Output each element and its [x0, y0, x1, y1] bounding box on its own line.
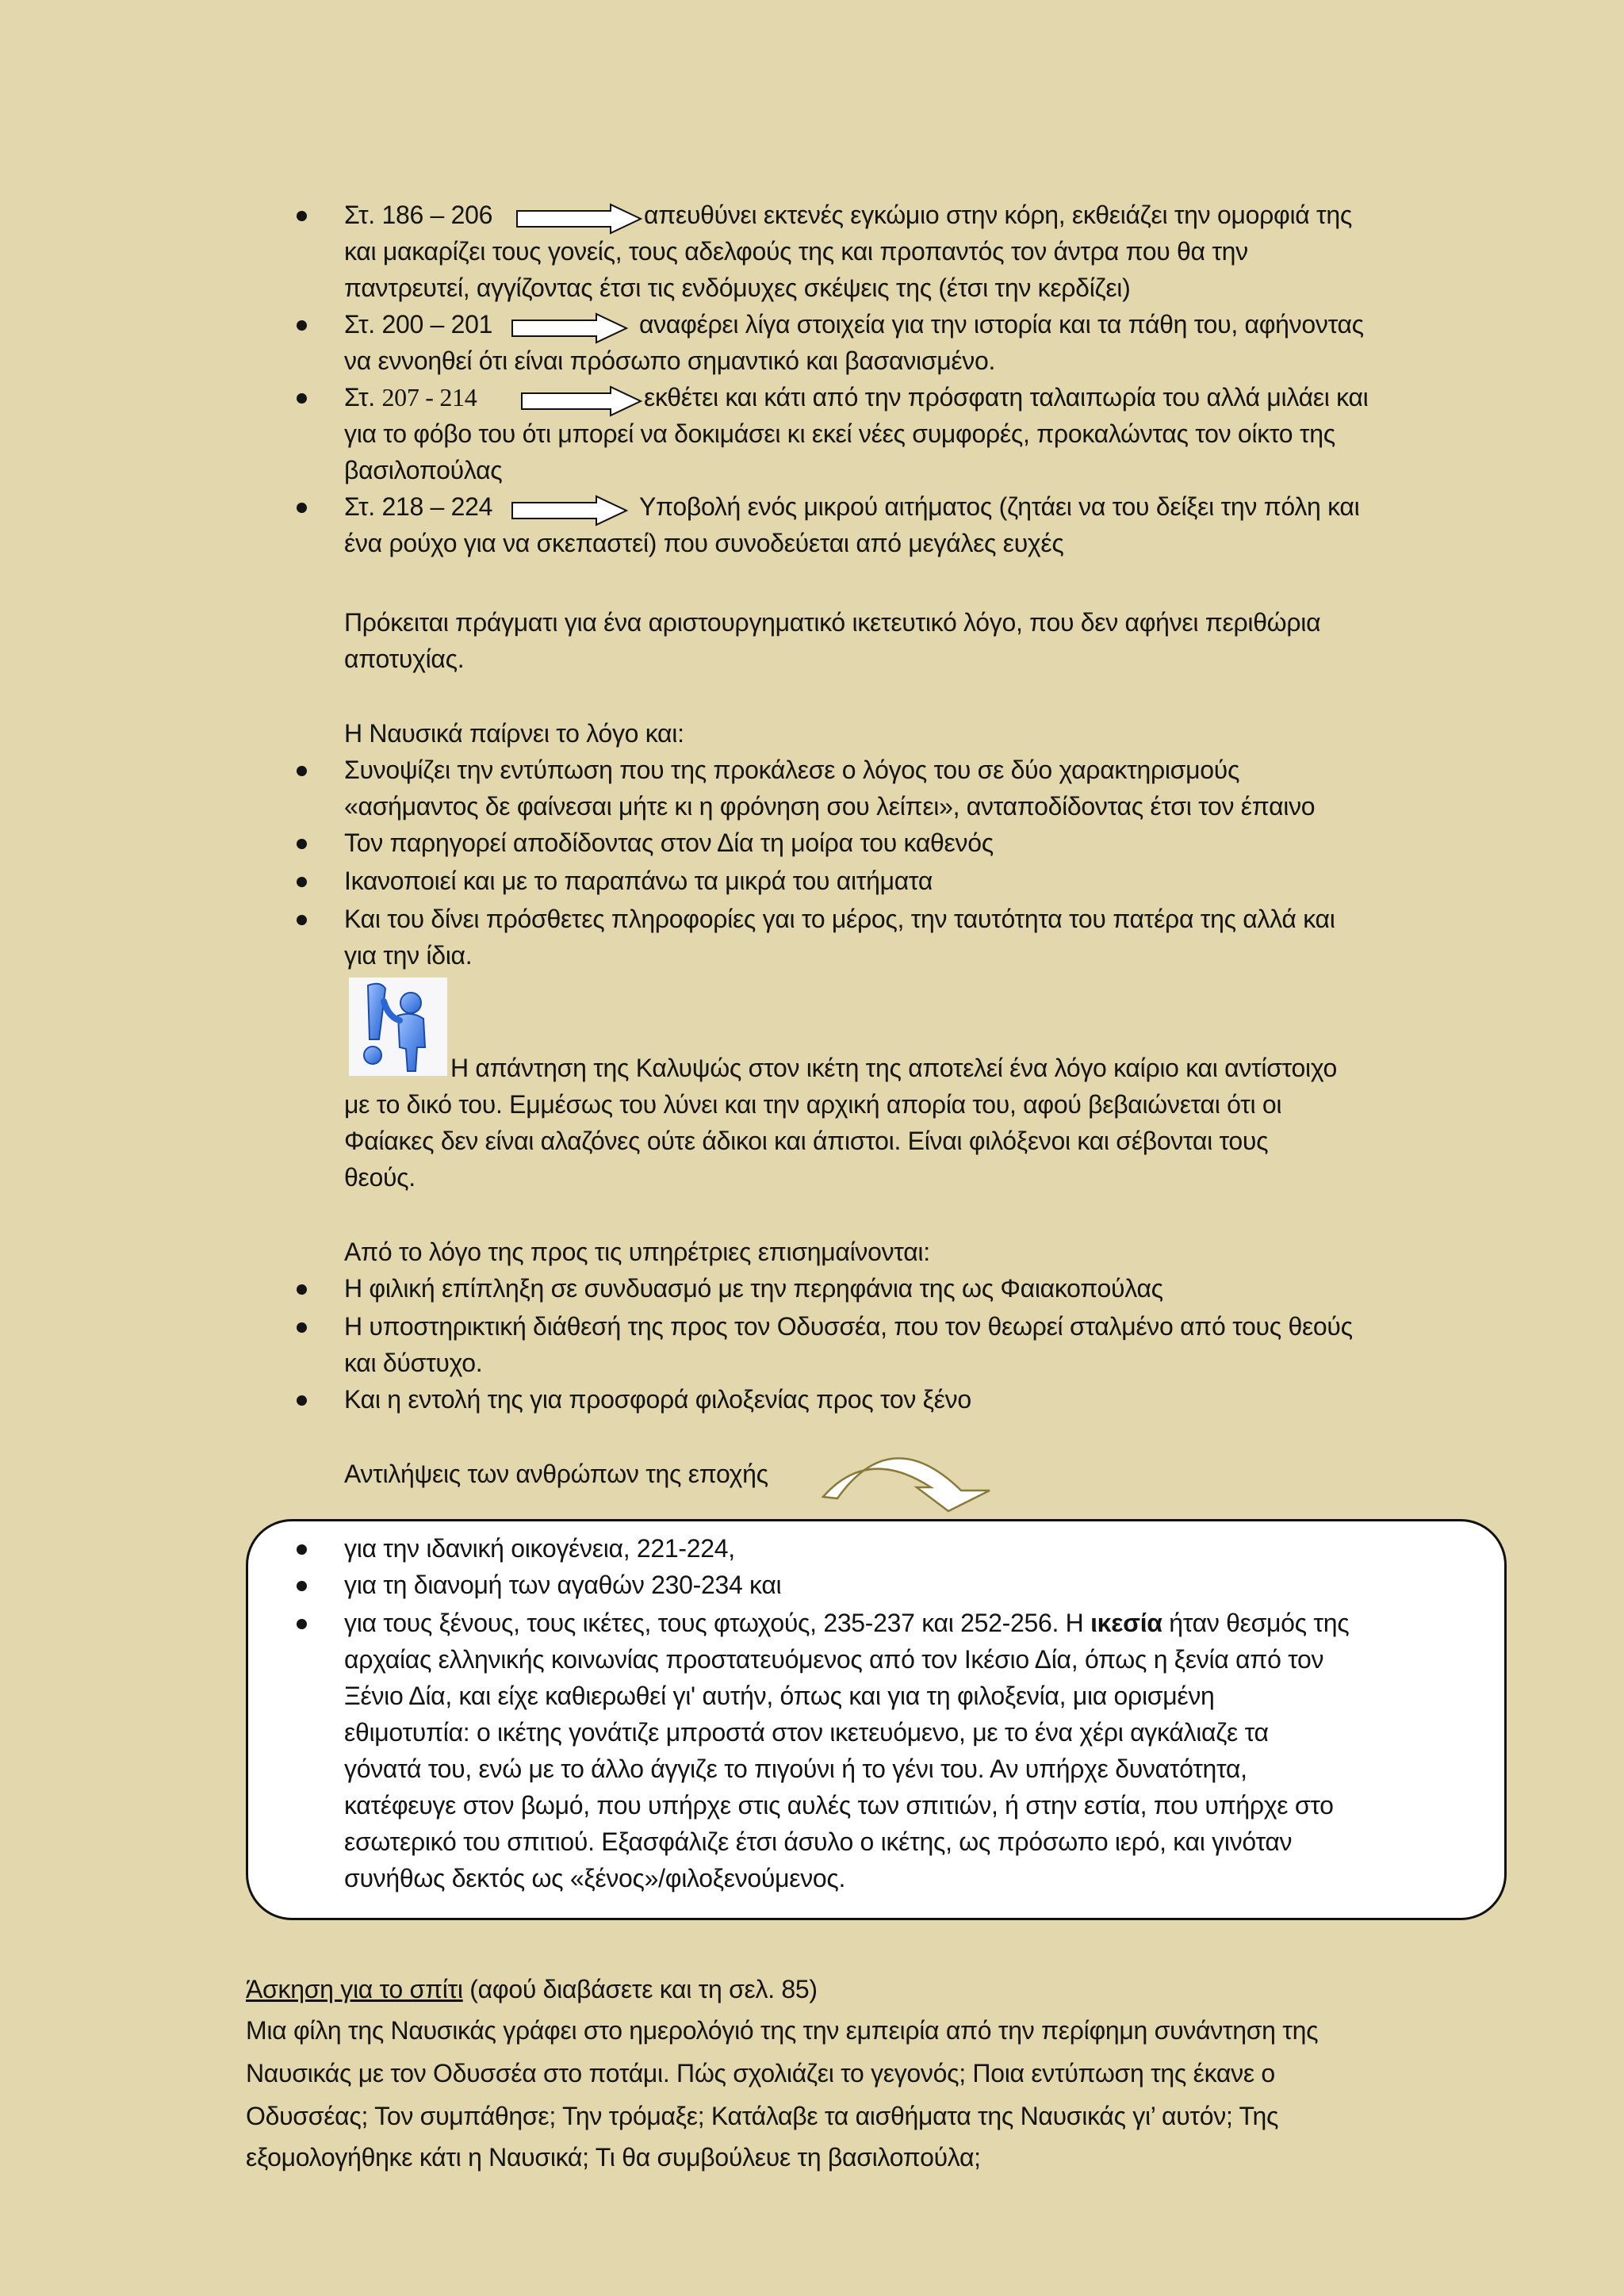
text-line: και μακαρίζει τους γονείς, τους αδελφούς της και προπαντός τον άντρα που θα την	[344, 237, 1248, 266]
homework-title: Άσκηση για το σπίτι	[246, 1975, 463, 2003]
list-item-line: γόνατά του, ενώ με το άλλο άγγιζε το πιγούνι ή το γένι του. Αν υπήρχε δυνατότητα,	[344, 1755, 1247, 1783]
list-item: για την ιδανική οικογένεια, 221-224,	[344, 1534, 735, 1563]
list-item	[344, 1605, 1349, 1641]
text-line: για το φόβο του ότι μπορεί να δοκιμάσει κι εκεί νέες συμφορές, προκαλώντας τον οίκτο της	[344, 419, 1335, 448]
list-item-line: εθιμοτυπία: ο ικέτης γονάτιζε μπροστά στον ικετευόμενο, με το ένα χέρι αγκάλιαζε τα	[344, 1718, 1269, 1747]
right-arrow-icon	[511, 495, 630, 526]
right-arrow-icon	[511, 312, 630, 344]
curved-arrow-icon	[820, 1451, 994, 1514]
list-item: Ικανοποιεί και με το παραπάνω τα μικρά του αιτήματα	[344, 867, 933, 895]
list-item: για την ίδια.	[344, 941, 473, 970]
verse-ref-numbers: 207 - 214	[381, 383, 477, 411]
homework-heading	[246, 1971, 818, 2007]
text-line: παντρευτεί, αγγίζοντας έτσι τις ενδόμυχες σκέψεις της (έτσι την κερδίζει)	[344, 274, 1131, 302]
list-item-line: αρχαίας ελληνικής κοινωνίας προστατευόμενος από τον Ικέσιο Δία, όπως η ξενία από τον	[344, 1645, 1324, 1674]
list-item: Συνοψίζει την εντύπωση που της προκάλεσε ο λόγος του σε δύο χαρακτηρισμούς	[344, 756, 1240, 784]
text-line: ένα ρούχο για να σκεπαστεί) που συνοδεύεται από μεγάλες ευχές	[344, 529, 1064, 557]
verse-ref	[344, 379, 477, 415]
bullet	[297, 877, 307, 887]
list-item: και δύστυχο.	[344, 1349, 483, 1377]
bullet	[297, 766, 307, 776]
text-line: βασιλοπούλας	[344, 456, 503, 484]
list-item-line: κατέφευγε στον βωμό, που υπήρχε στις αυλές των σπιτιών, ή στην εστία, που υπήρχε στο	[344, 1791, 1334, 1820]
bullet	[297, 1395, 307, 1406]
exclamation-person-icon	[349, 978, 447, 1076]
list-item: Και του δίνει πρόσθετες πληροφορίες γαι το μέρος, την ταυτότητα του πατέρα της αλλά και	[344, 905, 1335, 933]
paragraph-line: με το δικό του. Εμμέσως του λύνει και την αρχική απορία του, αφού βεβαιώνεται ότι οι	[344, 1090, 1282, 1119]
verse-ref: Στ. 200 – 201	[344, 310, 493, 339]
bold-term: ικεσία	[1090, 1609, 1162, 1637]
list-item: Τον παρηγορεί αποδίδοντας στον Δία τη μοίρα του καθενός	[344, 828, 994, 857]
text-span: ήταν θεσμός της	[1162, 1609, 1350, 1637]
list-item: για τη διανομή των αγαθών 230-234 και	[344, 1571, 782, 1599]
perceptions-heading: Αντιλήψεις των ανθρώπων της εποχής	[344, 1460, 768, 1488]
text-line: να εννοηθεί ότι είναι πρόσωπο σημαντικό και βασανισμένο.	[344, 346, 996, 375]
text-span: για τους ξένους, τους ικέτες, τους φτωχούς, 235-237 και 252-256. Η	[344, 1609, 1091, 1637]
paragraph-line: θεούς.	[344, 1163, 416, 1192]
homework-line: Μια φίλη της Ναυσικάς γράφει στο ημερολόγιό της την εμπειρία από την περίφημη συνάντηση της	[246, 2016, 1319, 2045]
paragraph-line: αποτυχίας.	[344, 645, 465, 673]
paragraph-line: Φαίακες δεν είναι αλαζόνες ούτε άδικοι και άπιστοι. Είναι φιλόξενοι και σέβονται τους	[344, 1127, 1269, 1155]
bullet	[297, 211, 307, 221]
text-line: απευθύνει εκτενές εγκώμιο στην κόρη, εκθειάζει την ομορφιά της	[644, 201, 1353, 229]
paragraph-line: Η απάντηση της Καλυψώς στον ικέτη της αποτελεί ένα λόγο καίριο και αντίστοιχο	[450, 1054, 1337, 1082]
bullet	[297, 393, 307, 404]
list-item-line: συνήθως δεκτός ως «ξένος»/φιλοξενούμενος.	[344, 1864, 846, 1892]
list-item: Η υποστηρικτική διάθεσή της προς τον Οδυσσέα, που τον θεωρεί σταλμένο από τους θεούς	[344, 1312, 1353, 1341]
text-line: εκθέτει και κάτι από την πρόσφατη ταλαιπωρία του αλλά μιλάει και	[644, 383, 1369, 411]
homework-note: (αφού διαβάσετε και τη σελ. 85)	[462, 1975, 818, 2003]
bullet	[297, 839, 307, 849]
bullet	[297, 1322, 307, 1333]
verse-ref: Στ. 186 – 206	[344, 201, 493, 229]
bullet	[297, 1619, 307, 1629]
verse-ref: Στ. 218 – 224	[344, 492, 493, 521]
bullet	[297, 503, 307, 513]
list-item-line: Ξένιο Δία, και είχε καθιερωθεί γι' αυτήν, όπως και για τη φιλοξενία, μια ορισμένη	[344, 1682, 1215, 1710]
section-intro: Η Ναυσικά παίρνει το λόγο και:	[344, 719, 684, 748]
bullet	[297, 915, 307, 925]
list-item: «ασήμαντος δε φαίνεσαι μήτε κι η φρόνηση σου λείπει», ανταποδίδοντας έτσι τον έπαινο	[344, 792, 1316, 821]
homework-line: Οδυσσέας; Τον συμπάθησε; Την τρόμαξε; Κατάλαβε τα αισθήματα της Ναυσικάς γι’ αυτόν; Της	[246, 2102, 1279, 2130]
list-item: Και η εντολή της για προσφορά φιλοξενίας προς τον ξένο	[344, 1385, 971, 1414]
list-item-line: εσωτερικό του σπιτιού. Εξασφάλιζε έτσι άσυλο ο ικέτης, ως πρόσωπο ιερό, και γινόταν	[344, 1827, 1293, 1856]
verse-ref-prefix: Στ.	[344, 383, 382, 411]
bullet	[297, 320, 307, 331]
homework-line: Ναυσικάς με τον Οδυσσέα στο ποτάμι. Πώς σχολιάζει το γεγονός; Ποια εντύπωση της έκανε ο	[246, 2059, 1275, 2087]
paragraph-line: Πρόκειται πράγματι για ένα αριστουργηματικό ικετευτικό λόγο, που δεν αφήνει περιθώρια	[344, 608, 1321, 637]
text-line: αναφέρει λίγα στοιχεία για την ιστορία και τα πάθη του, αφήνοντας	[639, 310, 1364, 339]
bullet	[297, 1544, 307, 1555]
list-item: Η φιλική επίπληξη σε συνδυασμό με την περηφάνια της ως Φαιακοπούλας	[344, 1274, 1163, 1303]
bullet	[297, 1284, 307, 1295]
section-intro: Από το λόγο της προς τις υπηρέτριες επισημαίνονται:	[344, 1238, 930, 1266]
homework-line: εξομολογήθηκε κάτι η Ναυσικά; Τι θα συμβούλευε τη βασιλοπούλα;	[246, 2143, 981, 2172]
bullet	[297, 1581, 307, 1591]
text-line: Υποβολή ενός μικρού αιτήματος (ζητάει να του δείξει την πόλη και	[639, 492, 1360, 521]
right-arrow-icon	[515, 203, 644, 235]
right-arrow-icon	[520, 385, 644, 417]
